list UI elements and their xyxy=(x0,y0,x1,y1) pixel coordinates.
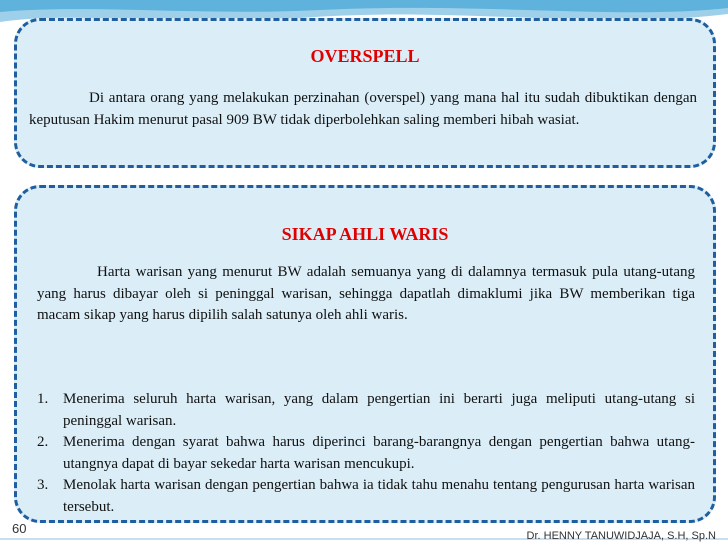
footer-author: Dr. HENNY TANUWIDJAJA, S.H, Sp.N xyxy=(526,530,716,542)
overspell-panel xyxy=(14,18,716,168)
list-item xyxy=(37,432,695,475)
list-item xyxy=(37,389,695,432)
sikap-ahli-waris-title: SIKAP AHLI WARIS xyxy=(281,224,449,244)
list-item xyxy=(37,475,695,518)
list-item-text: Menerima dengan syarat bahwa harus diperinci barang-barangnya dengan pengertian bahwa utang-utangnya dapat di bayar sekedar harta warisan mencukupi. xyxy=(63,434,695,472)
sikap-ahli-waris-panel xyxy=(14,185,716,523)
list-item-number: 3. xyxy=(37,477,49,493)
list-item-text: Menolak harta warisan dengan pengertian bahwa ia tidak tahu menahu tentang pengurusan harta warisan tersebut. xyxy=(63,477,695,515)
overspell-paragraph xyxy=(29,87,697,131)
overspell-text: Di antara orang yang melakukan perzinahan (overspel) yang mana hal itu sudah dibuktikan dengan keputusan Hakim menurut pasal 909 BW tidak diperbolehkan saling memberi hibah wasiat. xyxy=(29,90,697,128)
sikap-ahli-waris-text: Harta warisan yang menurut BW adalah semuanya yang di dalamnya termasuk pula utang-utang yang harus dibayar oleh si peninggal warisan, sehingga dapatlah dimaklumi jika BW memberikan tiga macam sikap yang harus dipilih salah satunya oleh ahli waris. xyxy=(37,264,695,323)
list-item-number: 1. xyxy=(37,391,49,407)
list-item-number: 2. xyxy=(37,434,49,450)
sikap-ahli-waris-paragraph xyxy=(37,262,695,327)
sikap-list xyxy=(37,389,695,518)
list-item-text: Menerima seluruh harta warisan, yang dalam pengertian ini berarti juga meliputi utang-utang si peninggal warisan. xyxy=(63,391,695,429)
page-number: 60 xyxy=(12,521,27,536)
overspell-title: OVERSPELL xyxy=(310,46,420,66)
